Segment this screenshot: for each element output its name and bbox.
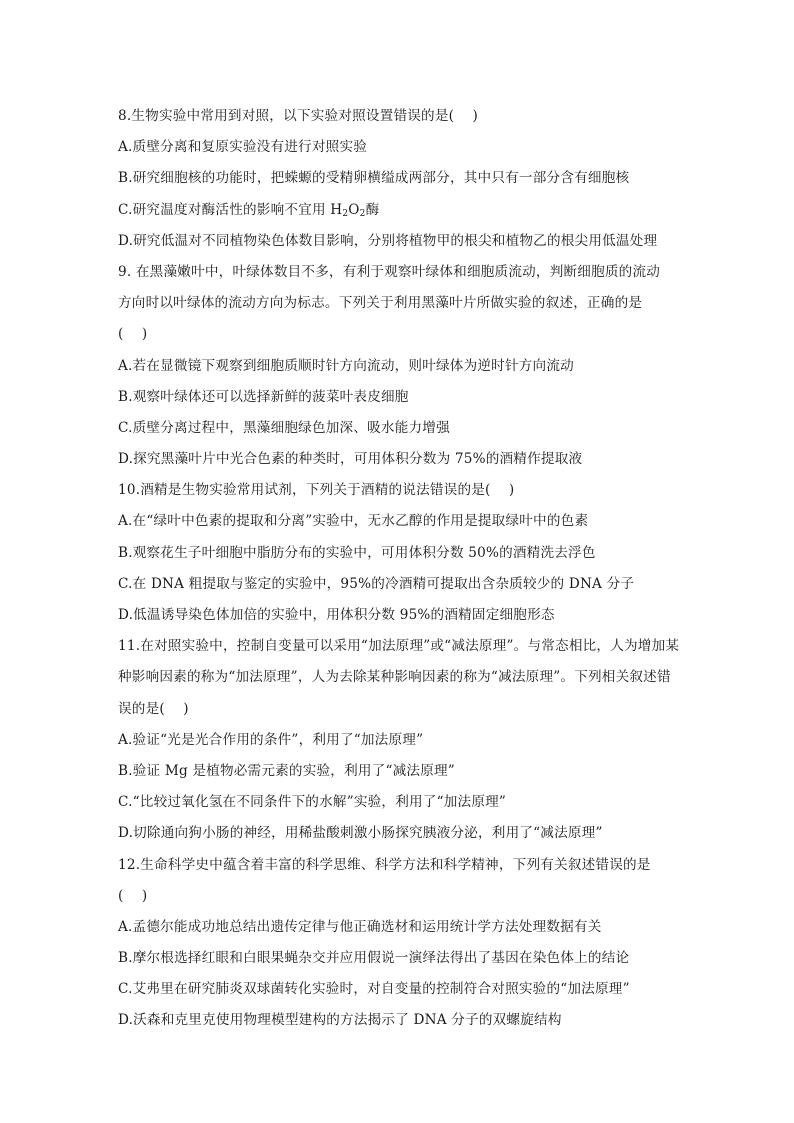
q11-stem-line1: 11.在对照实验中，控制自变量可以采用“加法原理”或“减法原理”。与常态相比，人为增加某 [118,638,680,655]
q9-option-d: D.探究黑藻叶片中光合色素的种类时，可用体积分数为 75%的酒精作提取液 [118,451,583,468]
q12-option-b: B.摩尔根选择红眼和白眼果蝇杂交并应用假说一演绎法得出了基因在染色体上的结论 [118,950,630,967]
q11-stem-line3: 误的是( ) [118,700,189,717]
q9-option-a: A.若在显微镜下观察到细胞质顺时针方向流动，则叶绿体为逆时针方向流动 [118,357,574,374]
q12-stem-line1: 12.生命科学史中蕴含着丰富的科学思维、科学方法和科学精神，下列有关叙述错误的是 [118,856,651,873]
q11-option-b: B.验证 Mg 是植物必需元素的实验，利用了“减法原理” [118,762,455,779]
q10-stem: 10.酒精是生物实验常用试剂，下列关于酒精的说法错误的是( ) [118,482,515,499]
q8-option-c-text: C.研究温度对酶活性的影响不宜用 H [118,201,343,218]
question-list [118,101,678,1037]
q8-option-c-tail: 酶 [365,201,380,218]
q9-option-c: C.质壁分离过程中，黑藻细胞绿色加深、吸水能力增强 [118,419,450,436]
q10-option-b: B.观察花生子叶细胞中脂肪分布的实验中，可用体积分数 50%的酒精洗去浮色 [118,544,596,561]
q12-option-c: C.艾弗里在研究肺炎双球菌转化实验时，对自变量的控制符合对照实验的“加法原理” [118,981,630,998]
q8-stem: 8.生物实验中常用到对照，以下实验对照设置错误的是( ) [118,108,478,124]
q11-option-d: D.切除通向狗小肠的神经，用稀盐酸刺激小肠探究胰液分泌，利用了“减法原理” [118,825,603,842]
q8-option-c [118,195,678,226]
q12-option-d: D.沃森和克里克使用物理模型建构的方法揭示了 DNA 分子的双螺旋结构 [118,1012,562,1029]
q12-stem-line2: ( ) [118,887,148,904]
q11-option-c: C.“比较过氧化氢在不同条件下的水解”实验，利用了“加法原理” [118,794,507,811]
q11-option-a: A.验证“光是光合作用的条件”，利用了“加法原理” [118,731,424,748]
q12-option-a: A.孟德尔能成功地总结出遗传定律与他正确选材和运用统计学方法处理数据有关 [118,918,602,935]
q9-stem-line3: ( ) [118,326,148,343]
q9-option-b: B.观察叶绿体还可以选择新鲜的菠菜叶表皮细胞 [118,388,409,405]
q10-option-c: C.在 DNA 粗提取与鉴定的实验中，95%的冷酒精可提取出含杂质较少的 DNA 分子 [118,575,635,592]
q9-stem-line1: 9. 在黑藻嫩叶中，叶绿体数目不多，有利于观察叶绿体和细胞质流动，判断细胞质的流动 [118,263,661,280]
q8-option-d: D.研究低温对不同植物染色体数目影响，分别将植物甲的根尖和植物乙的根尖用低温处理 [118,232,658,249]
subscript-2: 2 [342,208,349,219]
q8-option-b: B.研究细胞核的功能时，把蝾螈的受精卵横缢成两部分，其中只有一部分含有细胞核 [118,170,630,187]
q8-option-a: A.质壁分离和复原实验没有进行对照实验 [118,139,368,156]
q10-option-d: D.低温诱导染色体加倍的实验中，用体积分数 95%的酒精固定细胞形态 [118,607,555,623]
q10-option-a: A.在“绿叶中色素的提取和分离”实验中，无水乙醇的作用是提取绿叶中的色素 [118,513,589,530]
q9-stem-line2: 方向时以叶绿体的流动方向为标志。下列关于利用黑藻叶片所做实验的叙述，正确的是 [118,295,643,312]
q8-option-c-o: O [348,201,360,218]
subscript-2: 2 [359,208,366,219]
q11-stem-line2: 种影响因素的称为“加法原理”，人为去除某种影响因素的称为“减法原理”。下列相关叙述错 [118,669,671,686]
